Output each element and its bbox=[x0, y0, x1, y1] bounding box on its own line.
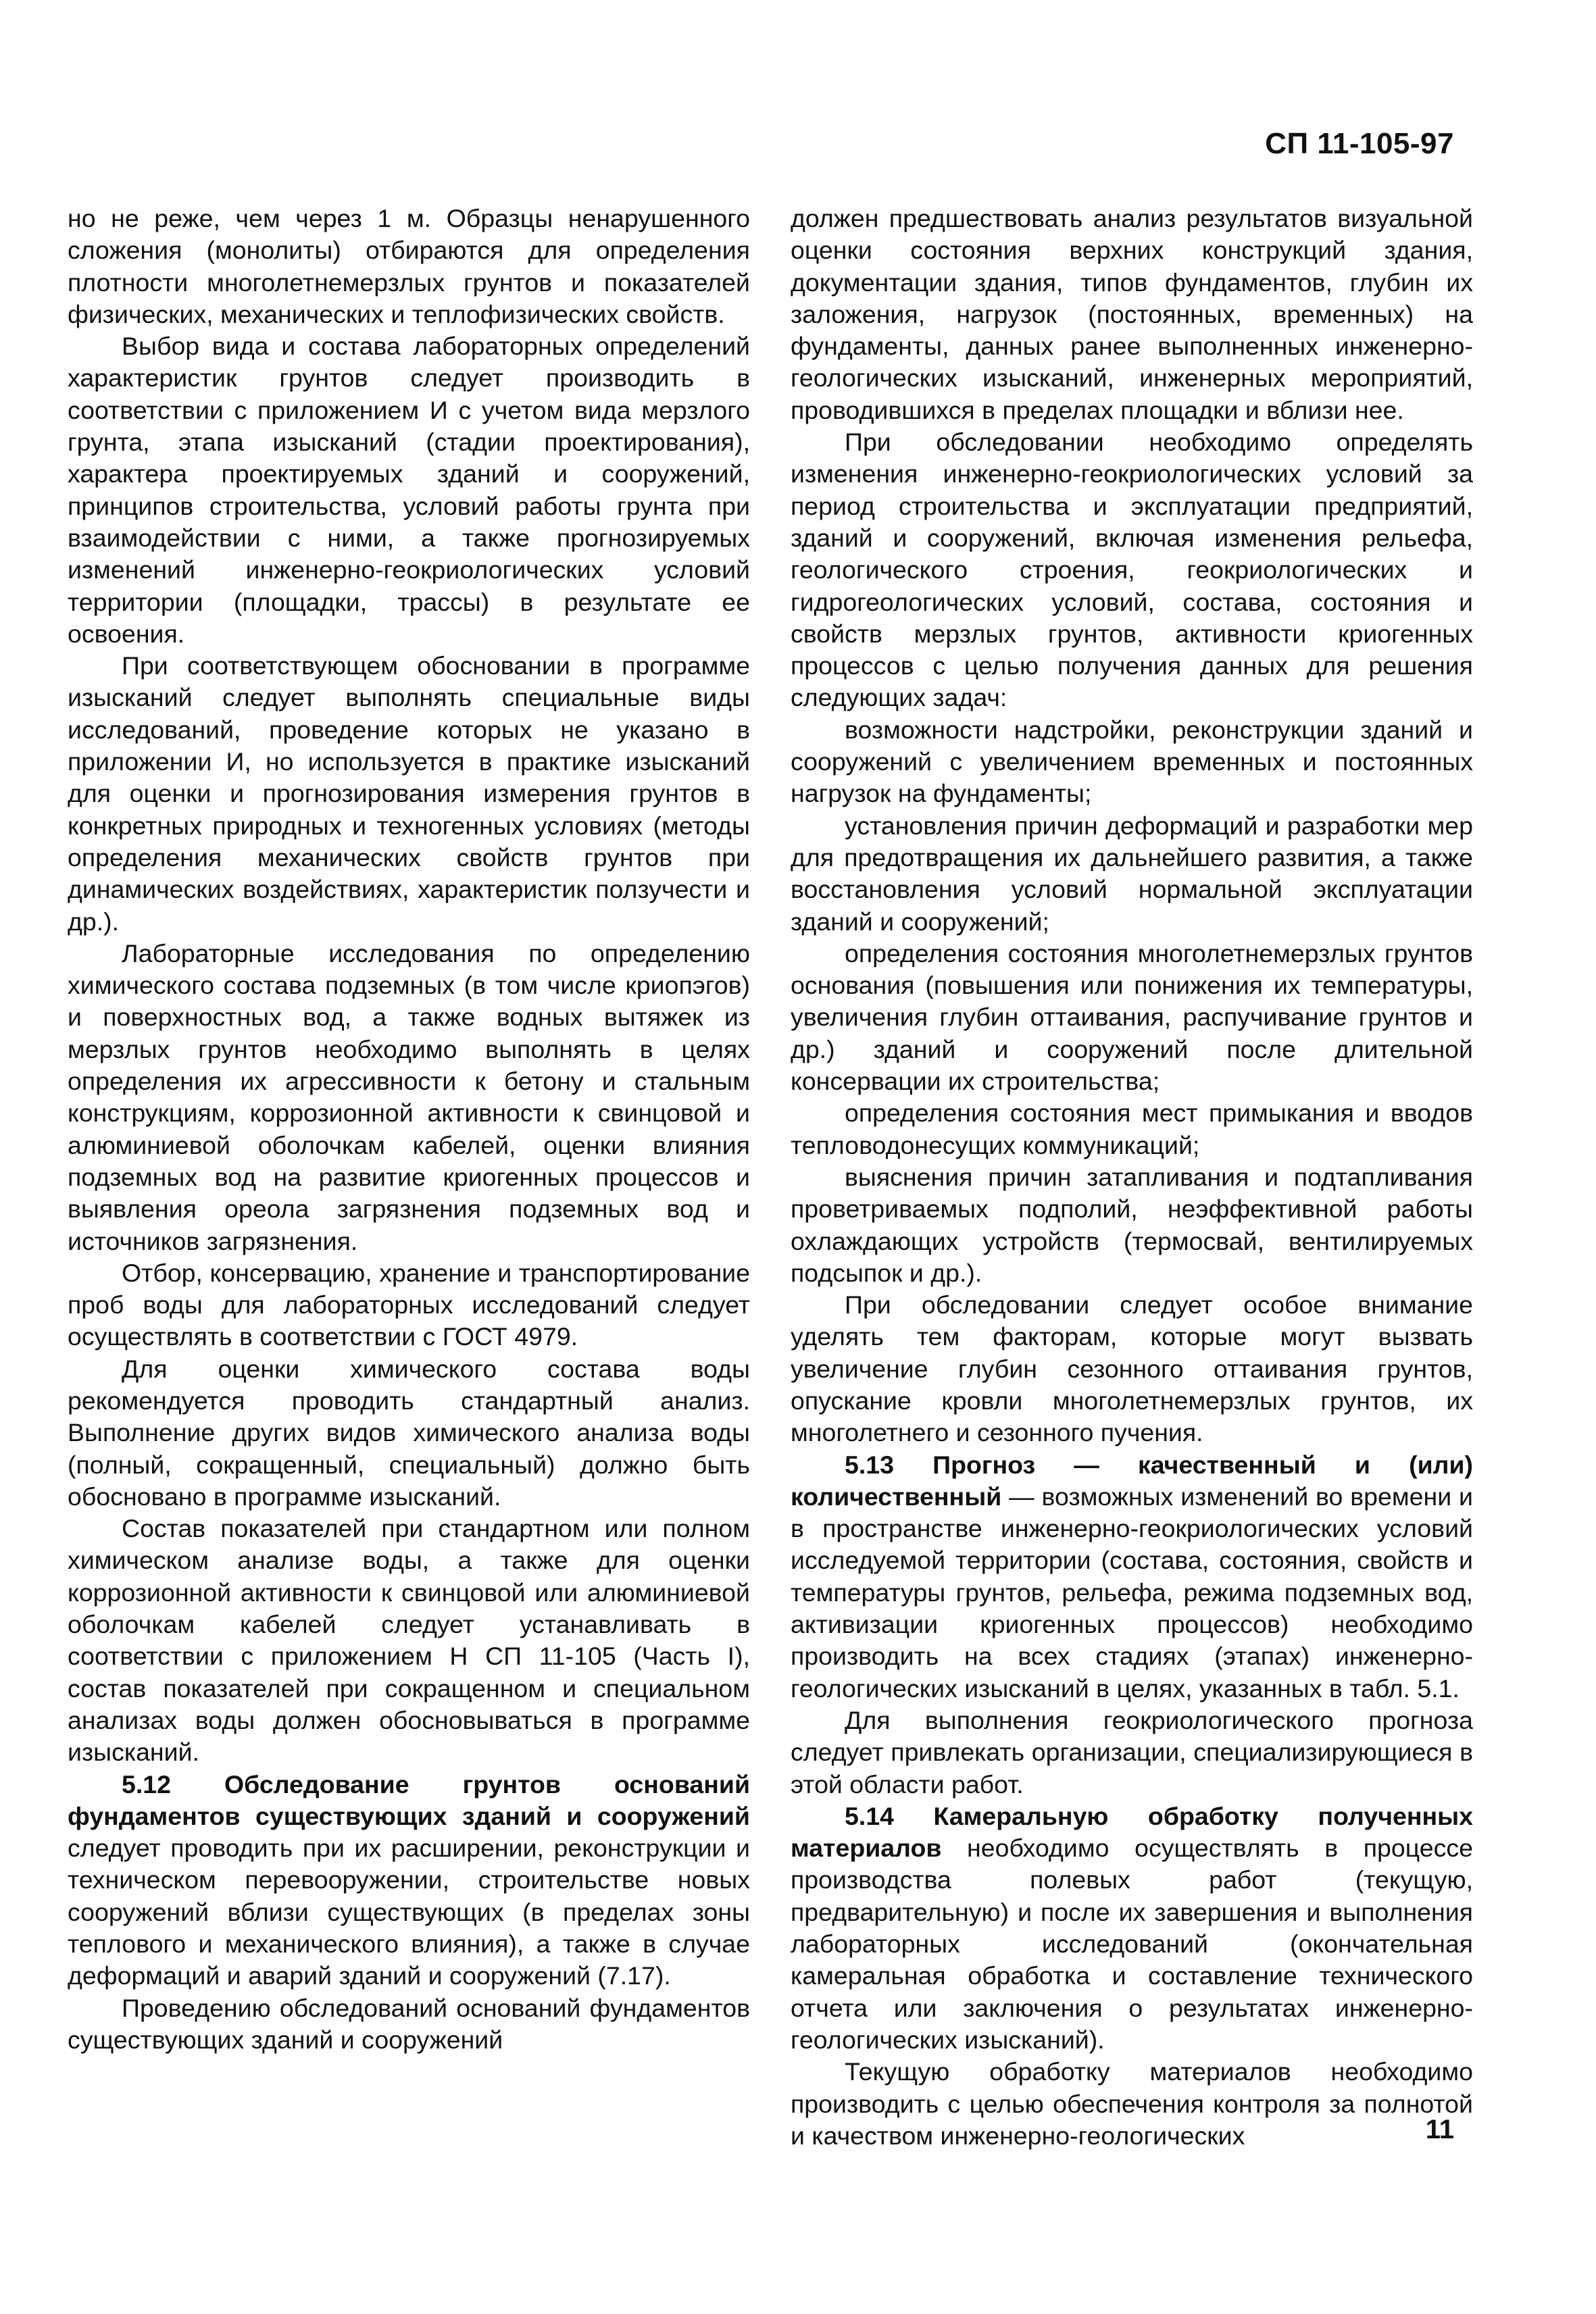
list-item: возможности надстройки, реконструкции зданий и сооружений с увеличением временных и постоянных нагрузок на фундаменты; bbox=[791, 715, 1473, 808]
section-text: — возможных изменений во времени и в пространстве инженерно-геокриологических условий исследуемой территории (состава, состояния, свойств и температуры грунтов, рельефа, режима подземных вод, активизации криогенных процессов) необходимо производить на всех стадиях (этапах) инженерно-геологических изысканий в целях, указанных в табл. 5.1. bbox=[791, 1482, 1473, 1703]
paragraph: Отбор, консервацию, хранение и транспортирование проб воды для лабораторных исследований следует осуществлять в соответствии с ГОСТ 4979. bbox=[68, 1258, 750, 1351]
right-text-column bbox=[791, 203, 1473, 2152]
paragraph: При обследовании следует особое внимание уделять тем факторам, которые могут вызвать увеличение глубин сезонного оттаивания грунтов, опускание кровли многолетнемерзлых грунтов, их многолетнего и сезонного пучения. bbox=[791, 1290, 1473, 1447]
paragraph: Для оценки химического состава воды рекомендуется проводить стандартный анализ. Выполнение других видов химического анализа воды (полный, сокращенный, специальный) должно быть обосновано в программе изысканий. bbox=[68, 1354, 750, 1511]
list-item: определения состояния многолетнемерзлых грунтов основания (повышения или понижения их температуры, увеличения глубин оттаивания, распучивание грунтов и др.) зданий и сооружений после длительной консервации их строительства; bbox=[791, 938, 1473, 1096]
paragraph: Проведению обследований оснований фундаментов существующих зданий и сооружений bbox=[68, 1993, 750, 2054]
section-5-14 bbox=[791, 1801, 1473, 2056]
paragraph: Состав показателей при стандартном или полном химическом анализе воды, а также для оценки коррозионной активности к свинцовой или алюминиевой оболочкам кабелей следует устанавливать в соответствии с приложением Н СП 11-105 (Часть I), состав показателей при сокращенном и специальном анализах воды должен обосновываться в программе изысканий. bbox=[68, 1514, 750, 1767]
section-heading: 5.14 Камеральную обработку полученных материалов bbox=[791, 1801, 1473, 1863]
paragraph: При соответствующем обосновании в программе изысканий следует выполнять специальные виды исследований, проведение которых не указано в приложении И, но используется в практике изысканий для оценки и прогнозирования измерения грунтов в конкретных природных и техногенных условиях (методы определения механических свойств грунтов при динамических воздействиях, характеристик ползучести и др.). bbox=[68, 651, 750, 936]
section-heading: 5.13 Прогноз — качественный и (или) количественный bbox=[791, 1450, 1473, 1511]
paragraph: Выбор вида и состава лабораторных определений характеристик грунтов следует производить в соответствии с приложением И с учетом вида мерзлого грунта, этапа изысканий (стадии проектирования), характера проектируемых зданий и сооружений, принципов строительства, условий работы грунта при взаимодействии с ними, а также прогнозируемых изменений инженерно-геокриологических условий территории (площадки, трассы) в результате ее освоения. bbox=[68, 332, 750, 648]
list-item: определения состояния мест примыкания и вводов тепловодонесущих коммуникаций; bbox=[791, 1099, 1473, 1159]
section-5-13 bbox=[791, 1449, 1473, 1705]
paragraph: При обследовании необходимо определять изменения инженерно-геокриологических условий за период строительства и эксплуатации предприятий, зданий и сооружений, включая изменения рельефа, геологического строения, геокриологических и гидрогеологических условий, состава, состояния и свойств мерзлых грунтов, активности криогенных процессов с целью получения данных для решения следующих задач: bbox=[791, 428, 1473, 712]
section-text: необходимо осуществлять в процессе производства полевых работ (текущую, предварительную) и после их завершения и выполнения лабораторных исследований (окончательная камеральная обработка и составление технического отчета или заключения о результатах инженерно-геологических изысканий). bbox=[791, 1834, 1473, 2054]
page-number: 11 bbox=[1425, 2115, 1454, 2144]
left-text-column bbox=[68, 203, 750, 2056]
list-item: выяснения причин затапливания и подтапливания проветриваемых подполий, неэффективной работы охлаждающих устройств (термосвай, вентилируемых подсыпок и др.). bbox=[791, 1162, 1473, 1287]
section-5-12 bbox=[68, 1769, 750, 1992]
section-text: следует проводить при их расширении, реконструкции и техническом перевооружении, строительстве новых сооружений вблизи существующих (в пределах зоны теплового и механического влияния), а также в случае деформаций и аварий зданий и сооружений (7.17). bbox=[68, 1834, 750, 1990]
paragraph: должен предшествовать анализ результатов визуальной оценки состояния верхних конструкций здания, документации здания, типов фундаментов, глубин их заложения, нагрузок (постоянных, временных) на фундаменты, данных ранее выполненных инженерно-геологических изысканий, инженерных мероприятий, проводившихся в пределах площадки и вблизи нее. bbox=[791, 204, 1473, 424]
paragraph: Для выполнения геокриологического прогноза следует привлекать организации, специализирующиеся в этой области работ. bbox=[791, 1705, 1473, 1799]
paragraph: Текущую обработку материалов необходимо производить с целью обеспечения контроля за полнотой и качеством инженерно-геологических bbox=[791, 2057, 1473, 2150]
paragraph: Лабораторные исследования по определению химического состава подземных (в том числе криопэгов) и поверхностных вод, а также водных вытяжек из мерзлых грунтов необходимо выполнять в целях определения их агрессивности к бетону и стальным конструкциям, коррозионной активности к свинцовой и алюминиевой оболочкам кабелей, оценки влияния подземных вод на развитие криогенных процессов и выявления ореола загрязнения подземных вод и источников загрязнения. bbox=[68, 938, 750, 1255]
section-heading: 5.12 Обследование грунтов оснований фундаментов существующих зданий и сооружений bbox=[68, 1769, 750, 1830]
list-item: установления причин деформаций и разработки мер для предотвращения их дальнейшего развития, а также восстановления условий нормальной эксплуатации зданий и сооружений; bbox=[791, 811, 1473, 936]
document-code-header: СП 11-105-97 bbox=[1265, 127, 1454, 160]
paragraph: но не реже, чем через 1 м. Образцы ненарушенного сложения (монолиты) отбираются для определения плотности многолетнемерзлых грунтов и показателей физических, механических и теплофизических свойств. bbox=[68, 204, 750, 328]
